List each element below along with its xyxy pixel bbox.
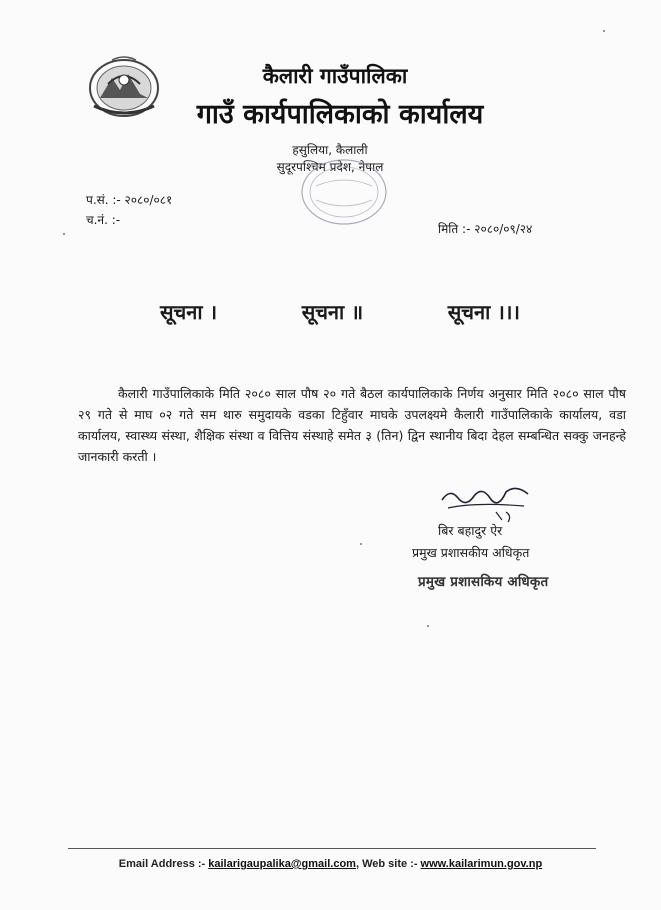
municipality-name: कैलारी गाउँपालिका — [262, 64, 408, 88]
footer-contact — [0, 858, 661, 870]
scan-speck — [63, 233, 65, 235]
email-label: Email Address :- — [118, 858, 206, 870]
office-seal-icon — [298, 156, 390, 228]
scan-speck — [360, 543, 362, 545]
notice-word-2: सूचना ॥ — [301, 300, 364, 324]
signer-name: बिर बहादुर ऐर — [438, 523, 503, 538]
notice-body: कैलारी गाउँपालिकाके मिति २०८० साल पौष २० गते बैठल कार्यपालिकाके निर्णय अनुसार मिति २०८० साल पौष २९ गते से माघ ०२ गते सम थारु समुदायके वडका टिहुँवार माघके उपलक्ष्यमे कैलारी गाउँपालिकाके कार्यालय, वडा कार्यालय, स्वास्थ्य संस्था, शैक्षिक संस्था व वित्तिय संस्थाहे समेत ३ (तिन) द्विन स्थानीय बिदा देहल सम्बन्धित सक्कु जनहन्हे जानकारी करती । — [78, 385, 626, 464]
notice-word-3: सूचना ।।। — [447, 300, 520, 324]
signer-title: प्रमुख प्रशासकीय अधिकृत — [412, 545, 530, 560]
website-label: , Web site :- — [355, 858, 418, 870]
scan-speck — [427, 625, 429, 627]
office-name: गाउँ कार्यपालिकाको कार्यालय — [196, 99, 484, 130]
scan-speck — [603, 30, 605, 32]
handwritten-signature-icon — [436, 478, 536, 524]
footer-divider — [68, 848, 596, 849]
email-link[interactable]: kailarigaupalika@gmail.com — [208, 858, 356, 870]
address-line-2: सुदूरपश्चिम प्रदेश, नेपाल — [276, 160, 384, 174]
reference-number: प.सं. :- २०८०/०८१ — [86, 193, 173, 207]
notice-word-1: सूचना । — [160, 300, 218, 324]
letter-date: मिति :- २०८०/०९/२४ — [438, 222, 533, 236]
reference-block — [86, 190, 172, 230]
address-line-1: हसुलिया, कैलाली — [292, 143, 368, 157]
dispatch-number: च.नं. :- — [86, 213, 121, 227]
website-link[interactable]: www.kailarimun.gov.np — [420, 858, 543, 870]
notice-heading — [160, 298, 520, 325]
nepal-emblem-icon — [86, 54, 162, 120]
signer-title-stamp: प्रमुख प्रशासकिय अधिकृत — [418, 574, 549, 590]
